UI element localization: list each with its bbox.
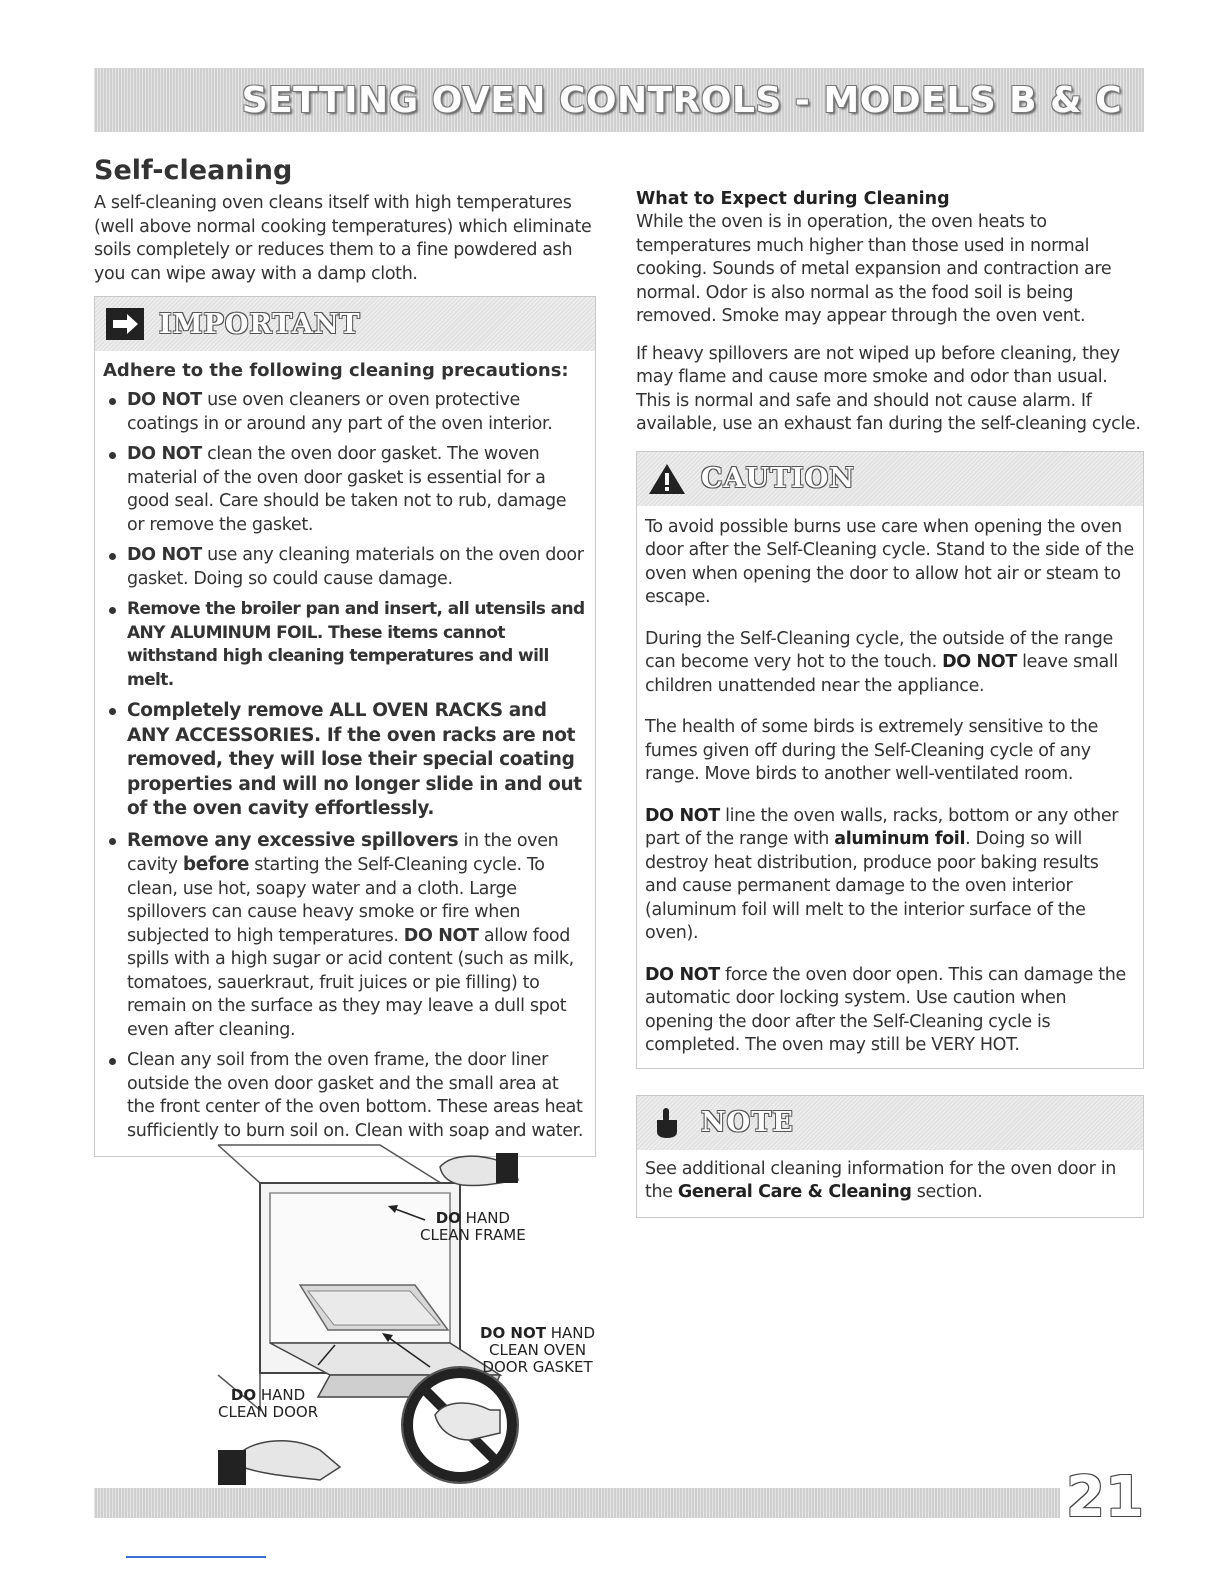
note-box (636, 1095, 1144, 1218)
list-item: DO NOT use oven cleaners or oven protective coatings in or around any part of the oven interior. (103, 389, 587, 436)
list-item: Completely remove ALL OVEN RACKS and ANY ACCESSORIES. If the oven racks are not removed, they will lose their special coating properties and will no longer slide in and out of the oven cavity effortlessly. (103, 699, 587, 822)
precautions-intro: Adhere to the following cleaning precautions: (103, 360, 569, 381)
caution-paragraph-3: The health of some birds is extremely sensitive to the fumes given off during the Self-Cleaning cycle of any range. Move birds to another well-ventilated room. (645, 717, 1099, 784)
important-box (94, 296, 596, 1157)
note-body (637, 1150, 1143, 1217)
label-clean-frame: DO HAND CLEAN FRAME (420, 1209, 526, 1244)
important-body (95, 351, 595, 1156)
oven-cleaning-illustration (200, 1135, 600, 1495)
left-column (94, 150, 596, 1157)
caution-box (636, 451, 1144, 1069)
note-header (637, 1096, 1143, 1150)
page-number: 21 (1066, 1465, 1144, 1530)
page-banner (94, 68, 1144, 132)
caution-heading: CAUTION (701, 463, 855, 494)
warning-triangle-icon (647, 462, 687, 496)
label-gasket: DO NOT HAND CLEAN OVEN DOOR GASKET (480, 1324, 596, 1376)
section-title: Self-cleaning (94, 155, 293, 186)
footer-band (94, 1488, 1060, 1518)
arrow-right-icon (105, 307, 145, 341)
expect-paragraph-2: If heavy spillovers are not wiped up before cleaning, they may flame and cause more smoke and odor than usual. This is normal and safe and should not cause alarm. If available, use an exhaust fan during the self-cleaning cycle. (636, 343, 1141, 434)
bottom-rule (126, 1556, 266, 1558)
caution-body (637, 506, 1143, 1068)
caution-paragraph-2: During the Self-Cleaning cycle, the outside of the range can become very hot to the touch. DO NOT leave small children unattended near the appliance. (645, 628, 1118, 696)
list-item: Remove any excessive spillovers in the oven cavity before starting the Self-Cleaning cycle. To clean, use hot, soapy water and a cloth. Large spillovers can cause heavy smoke or fire when subjected to high temperatures. DO NOT allow food spills with a high sugar or acid content (such as milk, tomatoes, sauerkraut, fruit juices or pie filling) to remain on the surface as they may leave a dull spot even after cleaning. (103, 829, 587, 1043)
caution-paragraph-1: To avoid possible burns use care when opening the oven door after the Self-Cleaning cycle. Stand to the side of the oven when opening the door to allow hot air or steam to escape. (645, 516, 1134, 607)
list-item: DO NOT clean the oven door gasket. The woven material of the oven door gasket is essential for a good seal. Care should be taken not to rub, damage or remove the gasket. (103, 443, 587, 537)
note-text: See additional cleaning information for the oven door in the General Care & Cleaning section. (645, 1158, 1116, 1202)
self-cleaning-intro: A self-cleaning oven cleans itself with high temperatures (well above normal cooking temperatures) which eliminate soils completely or reduces them to a fine powdered ash you can wipe away with a damp cloth. (94, 193, 592, 284)
list-item: DO NOT use any cleaning materials on the oven door gasket. Doing so could cause damage. (103, 544, 587, 591)
precautions-list (103, 389, 587, 1143)
label-clean-door: DO HAND CLEAN DOOR (218, 1386, 319, 1421)
important-heading: IMPORTANT (159, 308, 361, 340)
important-header (95, 297, 595, 351)
caution-paragraph-5: DO NOT force the oven door open. This can damage the automatic door locking system. Use caution when opening the door after the Self-Cleaning cycle is completed. The oven may still be VERY HOT. (645, 964, 1126, 1055)
note-heading: NOTE (701, 1107, 794, 1138)
banner-title: SETTING OVEN CONTROLS - MODELS B & C (241, 79, 1122, 121)
list-item: Clean any soil from the oven frame, the door liner outside the oven door gasket and the small area at the front center of the oven bottom. These areas heat sufficiently to burn soil on. Clean with soap and water. (103, 1049, 587, 1143)
caution-header (637, 452, 1143, 506)
list-item: Remove the broiler pan and insert, all utensils and ANY ALUMINUM FOIL. These items cannot withstand high cleaning temperatures and will melt. (103, 598, 587, 692)
oven-diagram (200, 1135, 600, 1495)
caution-paragraph-4: DO NOT line the oven walls, racks, bottom or any other part of the range with aluminum foil. Doing so will destroy heat distribution, produce poor baking results and cause permanent damage to the oven interior (aluminum foil will melt to the interior surface of the oven). (645, 805, 1119, 943)
pointing-finger-icon (647, 1106, 687, 1140)
expect-heading: What to Expect during Cleaning (636, 189, 950, 209)
expect-paragraph-1: While the oven is in operation, the oven heats to temperatures much higher than those used in normal cooking. Sounds of metal expansion and contraction are normal. Odor is also normal as the food soil is being removed. Smoke may appear through the oven vent. (636, 212, 1112, 326)
right-column (636, 188, 1144, 1218)
